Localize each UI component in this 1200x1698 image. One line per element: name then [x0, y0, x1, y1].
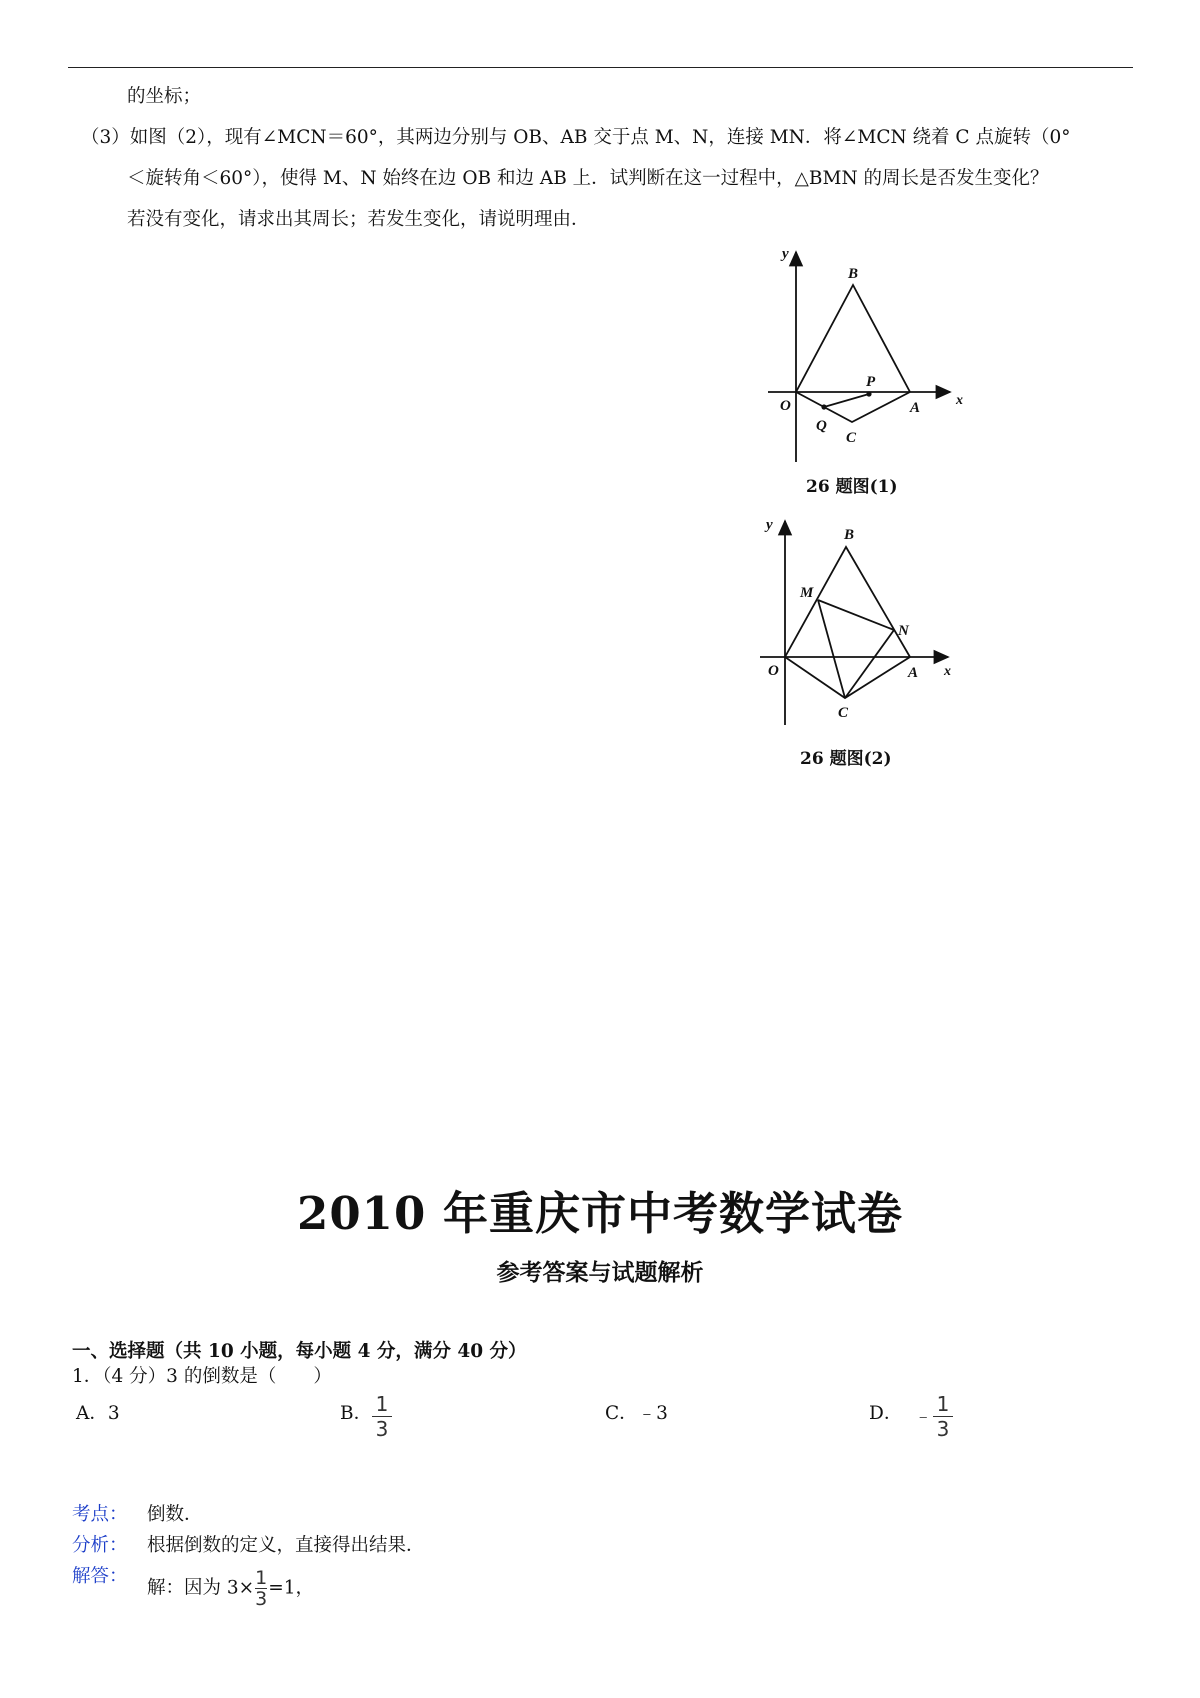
fig1-label-q: Q	[816, 418, 827, 434]
fig1-label-b: B	[848, 266, 859, 282]
option-c: C．﹣3	[605, 1403, 668, 1424]
fig2-label-b: B	[844, 527, 855, 543]
kaodian-label: 考点：	[72, 1504, 128, 1525]
fig1-label-x: x	[956, 393, 963, 408]
figure-1-caption: 26 题图(1)	[806, 477, 898, 497]
fig2-label-n: N	[898, 623, 909, 639]
kaodian-text: 倒数．	[147, 1504, 203, 1525]
page-subtitle: 参考答案与试题解析	[496, 1259, 704, 1286]
page-title: 2010 年重庆市中考数学试卷	[297, 1187, 903, 1240]
option-b-label: B．	[340, 1403, 373, 1424]
jieda-text	[147, 1568, 314, 1609]
option-d-sign: ﹣	[914, 1406, 933, 1427]
fig2-label-y: y	[766, 517, 773, 533]
jieda-text-pre: 解：因为 3×	[147, 1577, 255, 1599]
continuation-line: 的坐标；	[127, 86, 202, 107]
option-d-label: D．	[869, 1403, 903, 1424]
fenxi-label: 分析：	[72, 1535, 128, 1556]
header-rule	[68, 67, 1133, 68]
fig2-label-m: M	[800, 585, 814, 601]
figure-2-caption: 26 题图(2)	[800, 749, 892, 769]
section-heading: 一、选择题（共 10 小题，每小题 4 分，满分 40 分）	[72, 1341, 527, 1362]
fig2-label-o: O	[768, 663, 779, 679]
fig1-label-p: P	[866, 374, 876, 390]
fenxi-text: 根据倒数的定义，直接得出结果．	[147, 1535, 425, 1556]
fig1-label-o: O	[780, 398, 791, 414]
jieda-label: 解答：	[72, 1566, 128, 1587]
fig1-label-a: A	[910, 400, 921, 416]
fig2-label-c: C	[838, 705, 849, 721]
q3-line-1: （3）如图（2），现有∠MCN＝60°，其两边分别与 OB、AB 交于点 M、N，连接 MN．将∠MCN 绕着 C 点旋转（0°	[81, 127, 1071, 148]
q3-line-2: ＜旋转角＜60°），使得 M、N 始终在边 OB 和边 AB 上．试判断在这一过程中，△BMN 的周长是否发生变化？	[127, 168, 1049, 189]
jieda-text-post: =1，	[268, 1577, 315, 1599]
fig2-label-a: A	[908, 665, 919, 681]
q3-line-3: 若没有变化，请求出其周长；若发生变化，请说明理由．	[127, 209, 590, 230]
question-1-stem: 1．（4 分）3 的倒数是（ ）	[72, 1366, 332, 1387]
option-d-fraction: 1 3	[933, 1393, 953, 1440]
option-a: A．3	[76, 1403, 120, 1424]
jieda-fraction: $\frac{1}{3}$	[255, 1567, 268, 1610]
figure-2	[752, 515, 962, 739]
figure-1	[760, 240, 963, 484]
fig1-label-c: C	[846, 430, 857, 446]
fig1-label-y: y	[782, 246, 789, 262]
fig2-label-x: x	[944, 664, 951, 679]
option-b-fraction: 1 3	[372, 1393, 392, 1440]
